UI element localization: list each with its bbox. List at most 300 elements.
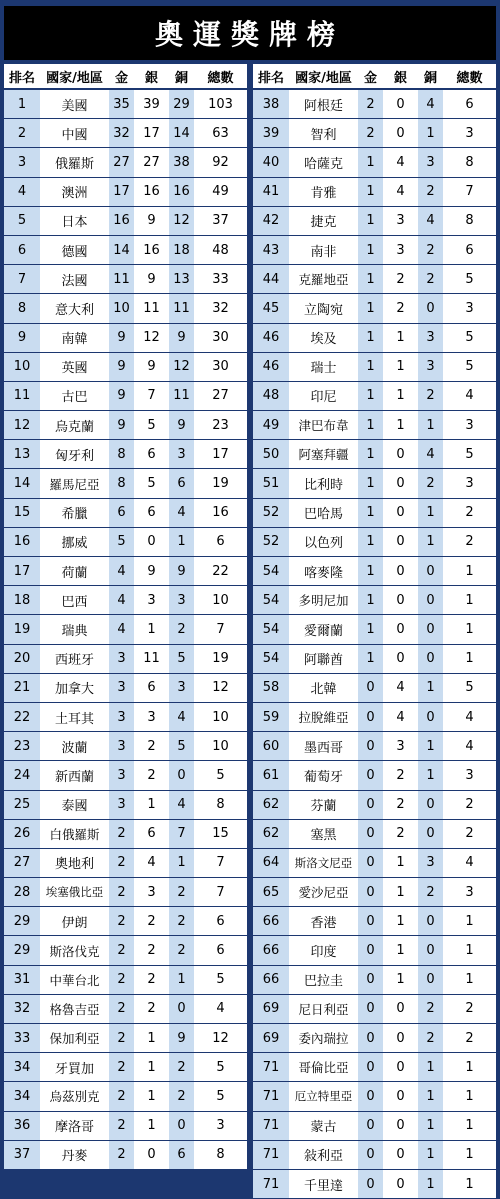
bronze-cell: 0 bbox=[418, 615, 443, 644]
table-row bbox=[253, 557, 496, 586]
silver-cell: 2 bbox=[134, 965, 169, 994]
bronze-cell: 2 bbox=[418, 1024, 443, 1053]
table-row bbox=[253, 673, 496, 702]
total-cell: 1 bbox=[443, 1111, 496, 1140]
country-cell: 伊朗 bbox=[40, 907, 109, 936]
total-cell: 3 bbox=[443, 294, 496, 323]
rank-cell: 11 bbox=[4, 381, 40, 410]
rank-cell: 32 bbox=[4, 994, 40, 1023]
country-cell: 以色列 bbox=[289, 527, 358, 556]
bronze-cell: 3 bbox=[418, 352, 443, 381]
total-cell: 19 bbox=[194, 644, 247, 673]
silver-cell: 2 bbox=[383, 761, 418, 790]
gold-cell: 3 bbox=[109, 761, 134, 790]
bronze-cell: 12 bbox=[169, 206, 194, 235]
bronze-cell: 38 bbox=[169, 148, 194, 177]
rank-cell: 39 bbox=[253, 119, 289, 148]
gold-cell: 3 bbox=[109, 702, 134, 731]
total-cell: 2 bbox=[443, 819, 496, 848]
country-cell: 厄立特里亞 bbox=[289, 1082, 358, 1111]
gold-cell: 1 bbox=[358, 644, 383, 673]
table-row bbox=[4, 381, 247, 410]
header-row bbox=[4, 64, 247, 89]
rank-cell: 71 bbox=[253, 1111, 289, 1140]
silver-cell: 0 bbox=[383, 1024, 418, 1053]
rank-cell: 71 bbox=[253, 1169, 289, 1198]
country-cell: 捷克 bbox=[289, 206, 358, 235]
table-row bbox=[253, 323, 496, 352]
table-row bbox=[253, 819, 496, 848]
bronze-cell: 4 bbox=[418, 89, 443, 119]
silver-cell: 12 bbox=[134, 323, 169, 352]
silver-cell: 1 bbox=[134, 1111, 169, 1140]
rank-cell: 49 bbox=[253, 411, 289, 440]
total-cell: 32 bbox=[194, 294, 247, 323]
country-cell: 斯洛文尼亞 bbox=[289, 848, 358, 877]
country-cell: 白俄羅斯 bbox=[40, 819, 109, 848]
gold-cell: 0 bbox=[358, 1111, 383, 1140]
gold-cell: 2 bbox=[358, 119, 383, 148]
gold-cell: 0 bbox=[358, 732, 383, 761]
gold-cell: 35 bbox=[109, 89, 134, 119]
silver-cell: 6 bbox=[134, 498, 169, 527]
table-row bbox=[4, 557, 247, 586]
country-cell: 奧地利 bbox=[40, 848, 109, 877]
country-cell: 香港 bbox=[289, 907, 358, 936]
silver-cell: 6 bbox=[134, 673, 169, 702]
table-row bbox=[4, 1053, 247, 1082]
rank-cell: 71 bbox=[253, 1053, 289, 1082]
silver-cell: 0 bbox=[383, 615, 418, 644]
silver-cell: 1 bbox=[134, 790, 169, 819]
total-cell: 4 bbox=[443, 381, 496, 410]
country-cell: 泰國 bbox=[40, 790, 109, 819]
bronze-cell: 3 bbox=[169, 586, 194, 615]
bronze-cell: 1 bbox=[418, 498, 443, 527]
gold-cell: 0 bbox=[358, 1140, 383, 1169]
country-cell: 塞黑 bbox=[289, 819, 358, 848]
silver-cell: 3 bbox=[134, 586, 169, 615]
total-cell: 2 bbox=[443, 498, 496, 527]
rank-cell: 65 bbox=[253, 878, 289, 907]
medal-table-left bbox=[4, 64, 247, 1170]
country-cell: 阿聯酋 bbox=[289, 644, 358, 673]
bronze-cell: 2 bbox=[169, 615, 194, 644]
total-cell: 6 bbox=[443, 235, 496, 264]
silver-cell: 4 bbox=[383, 148, 418, 177]
gold-cell: 1 bbox=[358, 498, 383, 527]
silver-cell: 0 bbox=[383, 469, 418, 498]
country-cell: 英國 bbox=[40, 352, 109, 381]
gold-cell: 0 bbox=[358, 761, 383, 790]
rank-cell: 52 bbox=[253, 527, 289, 556]
table-row bbox=[4, 352, 247, 381]
country-cell: 摩洛哥 bbox=[40, 1111, 109, 1140]
table-row bbox=[4, 148, 247, 177]
table-row bbox=[4, 936, 247, 965]
rank-cell: 59 bbox=[253, 702, 289, 731]
table-row bbox=[253, 294, 496, 323]
country-cell: 羅馬尼亞 bbox=[40, 469, 109, 498]
bronze-cell: 0 bbox=[418, 819, 443, 848]
silver-cell: 0 bbox=[383, 527, 418, 556]
total-cell: 1 bbox=[443, 615, 496, 644]
table-row bbox=[4, 89, 247, 119]
country-cell: 愛爾蘭 bbox=[289, 615, 358, 644]
total-cell: 1 bbox=[443, 1169, 496, 1198]
header-rank: 排名 bbox=[4, 64, 40, 89]
silver-cell: 39 bbox=[134, 89, 169, 119]
table-row bbox=[253, 1140, 496, 1169]
bronze-cell: 0 bbox=[418, 586, 443, 615]
rank-cell: 71 bbox=[253, 1140, 289, 1169]
table-row bbox=[253, 469, 496, 498]
header-silver: 銀 bbox=[134, 64, 169, 89]
silver-cell: 2 bbox=[134, 994, 169, 1023]
rank-cell: 16 bbox=[4, 527, 40, 556]
silver-cell: 1 bbox=[383, 381, 418, 410]
total-cell: 5 bbox=[194, 965, 247, 994]
rank-cell: 45 bbox=[253, 294, 289, 323]
bronze-cell: 0 bbox=[169, 1111, 194, 1140]
table-row bbox=[4, 440, 247, 469]
table-row bbox=[253, 1053, 496, 1082]
silver-cell: 9 bbox=[134, 557, 169, 586]
table-row bbox=[4, 527, 247, 556]
bronze-cell: 1 bbox=[418, 527, 443, 556]
rank-cell: 21 bbox=[4, 673, 40, 702]
total-cell: 12 bbox=[194, 1024, 247, 1053]
silver-cell: 3 bbox=[134, 878, 169, 907]
total-cell: 3 bbox=[443, 469, 496, 498]
country-cell: 比利時 bbox=[289, 469, 358, 498]
silver-cell: 11 bbox=[134, 294, 169, 323]
bronze-cell: 1 bbox=[418, 1111, 443, 1140]
silver-cell: 0 bbox=[383, 586, 418, 615]
rank-cell: 54 bbox=[253, 586, 289, 615]
bronze-cell: 9 bbox=[169, 557, 194, 586]
table-header bbox=[4, 64, 247, 89]
table-row bbox=[4, 673, 247, 702]
bronze-cell: 0 bbox=[418, 965, 443, 994]
bronze-cell: 0 bbox=[418, 294, 443, 323]
gold-cell: 0 bbox=[358, 819, 383, 848]
gold-cell: 1 bbox=[358, 586, 383, 615]
total-cell: 22 bbox=[194, 557, 247, 586]
rank-cell: 1 bbox=[4, 89, 40, 119]
table-row bbox=[253, 498, 496, 527]
rank-cell: 37 bbox=[4, 1140, 40, 1169]
country-cell: 津巴布韋 bbox=[289, 411, 358, 440]
total-cell: 7 bbox=[443, 177, 496, 206]
header-total: 總數 bbox=[194, 64, 247, 89]
rank-cell: 3 bbox=[4, 148, 40, 177]
total-cell: 8 bbox=[194, 790, 247, 819]
country-cell: 拉脫維亞 bbox=[289, 702, 358, 731]
bronze-cell: 0 bbox=[418, 790, 443, 819]
total-cell: 19 bbox=[194, 469, 247, 498]
gold-cell: 0 bbox=[358, 848, 383, 877]
total-cell: 2 bbox=[443, 994, 496, 1023]
rank-cell: 9 bbox=[4, 323, 40, 352]
gold-cell: 2 bbox=[109, 994, 134, 1023]
total-cell: 8 bbox=[443, 148, 496, 177]
rank-cell: 44 bbox=[253, 265, 289, 294]
silver-cell: 3 bbox=[134, 702, 169, 731]
country-cell: 千里達 bbox=[289, 1169, 358, 1198]
country-cell: 俄羅斯 bbox=[40, 148, 109, 177]
table-row bbox=[253, 527, 496, 556]
rank-cell: 34 bbox=[4, 1053, 40, 1082]
header-country: 國家/地區 bbox=[40, 64, 109, 89]
table-row bbox=[253, 148, 496, 177]
silver-cell: 9 bbox=[134, 206, 169, 235]
table-row bbox=[253, 702, 496, 731]
gold-cell: 10 bbox=[109, 294, 134, 323]
rank-cell: 27 bbox=[4, 848, 40, 877]
bronze-cell: 12 bbox=[169, 352, 194, 381]
gold-cell: 0 bbox=[358, 1169, 383, 1198]
country-cell: 印度 bbox=[289, 936, 358, 965]
total-cell: 10 bbox=[194, 732, 247, 761]
rank-cell: 29 bbox=[4, 936, 40, 965]
silver-cell: 4 bbox=[383, 673, 418, 702]
table-row bbox=[253, 644, 496, 673]
country-cell: 埃塞俄比亞 bbox=[40, 878, 109, 907]
silver-cell: 0 bbox=[383, 1082, 418, 1111]
total-cell: 1 bbox=[443, 907, 496, 936]
table-row bbox=[4, 323, 247, 352]
silver-cell: 7 bbox=[134, 381, 169, 410]
silver-cell: 1 bbox=[383, 907, 418, 936]
bronze-cell: 11 bbox=[169, 381, 194, 410]
gold-cell: 4 bbox=[109, 615, 134, 644]
total-cell: 49 bbox=[194, 177, 247, 206]
rank-cell: 62 bbox=[253, 790, 289, 819]
bronze-cell: 4 bbox=[169, 702, 194, 731]
country-cell: 哥倫比亞 bbox=[289, 1053, 358, 1082]
gold-cell: 0 bbox=[358, 790, 383, 819]
country-cell: 瑞典 bbox=[40, 615, 109, 644]
header-gold: 金 bbox=[358, 64, 383, 89]
silver-cell: 1 bbox=[383, 965, 418, 994]
bronze-cell: 1 bbox=[169, 848, 194, 877]
country-cell: 中國 bbox=[40, 119, 109, 148]
table-row bbox=[4, 498, 247, 527]
gold-cell: 1 bbox=[358, 294, 383, 323]
table-row bbox=[4, 1111, 247, 1140]
rank-cell: 34 bbox=[4, 1082, 40, 1111]
country-cell: 巴西 bbox=[40, 586, 109, 615]
total-cell: 5 bbox=[443, 673, 496, 702]
bronze-cell: 1 bbox=[418, 1053, 443, 1082]
rank-cell: 51 bbox=[253, 469, 289, 498]
rank-cell: 58 bbox=[253, 673, 289, 702]
bronze-cell: 0 bbox=[169, 994, 194, 1023]
gold-cell: 0 bbox=[358, 936, 383, 965]
table-row bbox=[253, 381, 496, 410]
rank-cell: 8 bbox=[4, 294, 40, 323]
country-cell: 波蘭 bbox=[40, 732, 109, 761]
country-cell: 南非 bbox=[289, 235, 358, 264]
gold-cell: 1 bbox=[358, 527, 383, 556]
silver-cell: 0 bbox=[383, 1169, 418, 1198]
bronze-cell: 2 bbox=[418, 235, 443, 264]
rank-cell: 25 bbox=[4, 790, 40, 819]
bronze-cell: 2 bbox=[418, 177, 443, 206]
rank-cell: 40 bbox=[253, 148, 289, 177]
total-cell: 3 bbox=[443, 119, 496, 148]
gold-cell: 27 bbox=[109, 148, 134, 177]
bronze-cell: 1 bbox=[418, 1082, 443, 1111]
rank-cell: 15 bbox=[4, 498, 40, 527]
silver-cell: 9 bbox=[134, 352, 169, 381]
silver-cell: 4 bbox=[383, 702, 418, 731]
gold-cell: 1 bbox=[358, 615, 383, 644]
bronze-cell: 1 bbox=[169, 965, 194, 994]
total-cell: 27 bbox=[194, 381, 247, 410]
table-row bbox=[253, 878, 496, 907]
table-row bbox=[4, 294, 247, 323]
country-cell: 蒙古 bbox=[289, 1111, 358, 1140]
silver-cell: 2 bbox=[134, 732, 169, 761]
gold-cell: 2 bbox=[358, 89, 383, 119]
rank-cell: 4 bbox=[4, 177, 40, 206]
silver-cell: 6 bbox=[134, 819, 169, 848]
gold-cell: 0 bbox=[358, 994, 383, 1023]
silver-cell: 1 bbox=[134, 1024, 169, 1053]
bronze-cell: 5 bbox=[169, 644, 194, 673]
country-cell: 瑞士 bbox=[289, 352, 358, 381]
total-cell: 37 bbox=[194, 206, 247, 235]
country-cell: 匈牙利 bbox=[40, 440, 109, 469]
country-cell: 肯雅 bbox=[289, 177, 358, 206]
total-cell: 1 bbox=[443, 644, 496, 673]
rank-cell: 71 bbox=[253, 1082, 289, 1111]
total-cell: 4 bbox=[194, 994, 247, 1023]
country-cell: 芬蘭 bbox=[289, 790, 358, 819]
country-cell: 北韓 bbox=[289, 673, 358, 702]
total-cell: 2 bbox=[443, 527, 496, 556]
table-row bbox=[4, 469, 247, 498]
gold-cell: 5 bbox=[109, 527, 134, 556]
gold-cell: 0 bbox=[358, 965, 383, 994]
gold-cell: 14 bbox=[109, 235, 134, 264]
bronze-cell: 3 bbox=[418, 323, 443, 352]
table-row bbox=[253, 265, 496, 294]
gold-cell: 6 bbox=[109, 498, 134, 527]
total-cell: 3 bbox=[443, 411, 496, 440]
rank-cell: 61 bbox=[253, 761, 289, 790]
country-cell: 哈薩克 bbox=[289, 148, 358, 177]
country-cell: 埃及 bbox=[289, 323, 358, 352]
table-row bbox=[253, 352, 496, 381]
bronze-cell: 1 bbox=[418, 673, 443, 702]
rank-cell: 66 bbox=[253, 936, 289, 965]
table-row bbox=[4, 586, 247, 615]
rank-cell: 50 bbox=[253, 440, 289, 469]
gold-cell: 2 bbox=[109, 907, 134, 936]
silver-cell: 27 bbox=[134, 148, 169, 177]
gold-cell: 1 bbox=[358, 411, 383, 440]
rank-cell: 64 bbox=[253, 848, 289, 877]
rank-cell: 7 bbox=[4, 265, 40, 294]
rank-cell: 46 bbox=[253, 323, 289, 352]
country-cell: 印尼 bbox=[289, 381, 358, 410]
gold-cell: 0 bbox=[358, 1053, 383, 1082]
gold-cell: 8 bbox=[109, 469, 134, 498]
silver-cell: 1 bbox=[383, 936, 418, 965]
total-cell: 5 bbox=[194, 1053, 247, 1082]
silver-cell: 0 bbox=[383, 644, 418, 673]
silver-cell: 1 bbox=[383, 323, 418, 352]
country-cell: 尼日利亞 bbox=[289, 994, 358, 1023]
gold-cell: 1 bbox=[358, 469, 383, 498]
gold-cell: 8 bbox=[109, 440, 134, 469]
country-cell: 愛沙尼亞 bbox=[289, 878, 358, 907]
bronze-cell: 1 bbox=[418, 1169, 443, 1198]
rank-cell: 29 bbox=[4, 907, 40, 936]
country-cell: 保加利亞 bbox=[40, 1024, 109, 1053]
table-row bbox=[4, 119, 247, 148]
country-cell: 荷蘭 bbox=[40, 557, 109, 586]
bronze-cell: 13 bbox=[169, 265, 194, 294]
total-cell: 4 bbox=[443, 702, 496, 731]
total-cell: 16 bbox=[194, 498, 247, 527]
silver-cell: 0 bbox=[383, 1111, 418, 1140]
gold-cell: 2 bbox=[109, 1053, 134, 1082]
silver-cell: 3 bbox=[383, 206, 418, 235]
table-row bbox=[4, 265, 247, 294]
table-row bbox=[4, 848, 247, 877]
bronze-cell: 2 bbox=[418, 265, 443, 294]
country-cell: 墨西哥 bbox=[289, 732, 358, 761]
country-cell: 立陶宛 bbox=[289, 294, 358, 323]
gold-cell: 1 bbox=[358, 440, 383, 469]
header-bronze: 銅 bbox=[418, 64, 443, 89]
total-cell: 48 bbox=[194, 235, 247, 264]
table-row bbox=[4, 907, 247, 936]
table-row bbox=[4, 819, 247, 848]
country-cell: 斯洛伐克 bbox=[40, 936, 109, 965]
table-row bbox=[4, 1082, 247, 1111]
bronze-cell: 2 bbox=[418, 878, 443, 907]
silver-cell: 17 bbox=[134, 119, 169, 148]
table-row bbox=[253, 1111, 496, 1140]
total-cell: 3 bbox=[194, 1111, 247, 1140]
silver-cell: 1 bbox=[134, 1082, 169, 1111]
rank-cell: 54 bbox=[253, 557, 289, 586]
country-cell: 格魯吉亞 bbox=[40, 994, 109, 1023]
total-cell: 8 bbox=[443, 206, 496, 235]
table-row bbox=[253, 1169, 496, 1198]
silver-cell: 0 bbox=[383, 994, 418, 1023]
gold-cell: 3 bbox=[109, 673, 134, 702]
country-cell: 智利 bbox=[289, 119, 358, 148]
gold-cell: 2 bbox=[109, 878, 134, 907]
table-row bbox=[253, 790, 496, 819]
total-cell: 5 bbox=[443, 352, 496, 381]
rank-cell: 60 bbox=[253, 732, 289, 761]
gold-cell: 11 bbox=[109, 265, 134, 294]
total-cell: 7 bbox=[194, 615, 247, 644]
table-row bbox=[253, 411, 496, 440]
country-cell: 澳洲 bbox=[40, 177, 109, 206]
gold-cell: 32 bbox=[109, 119, 134, 148]
bronze-cell: 5 bbox=[169, 732, 194, 761]
table-row bbox=[253, 907, 496, 936]
silver-cell: 4 bbox=[383, 177, 418, 206]
